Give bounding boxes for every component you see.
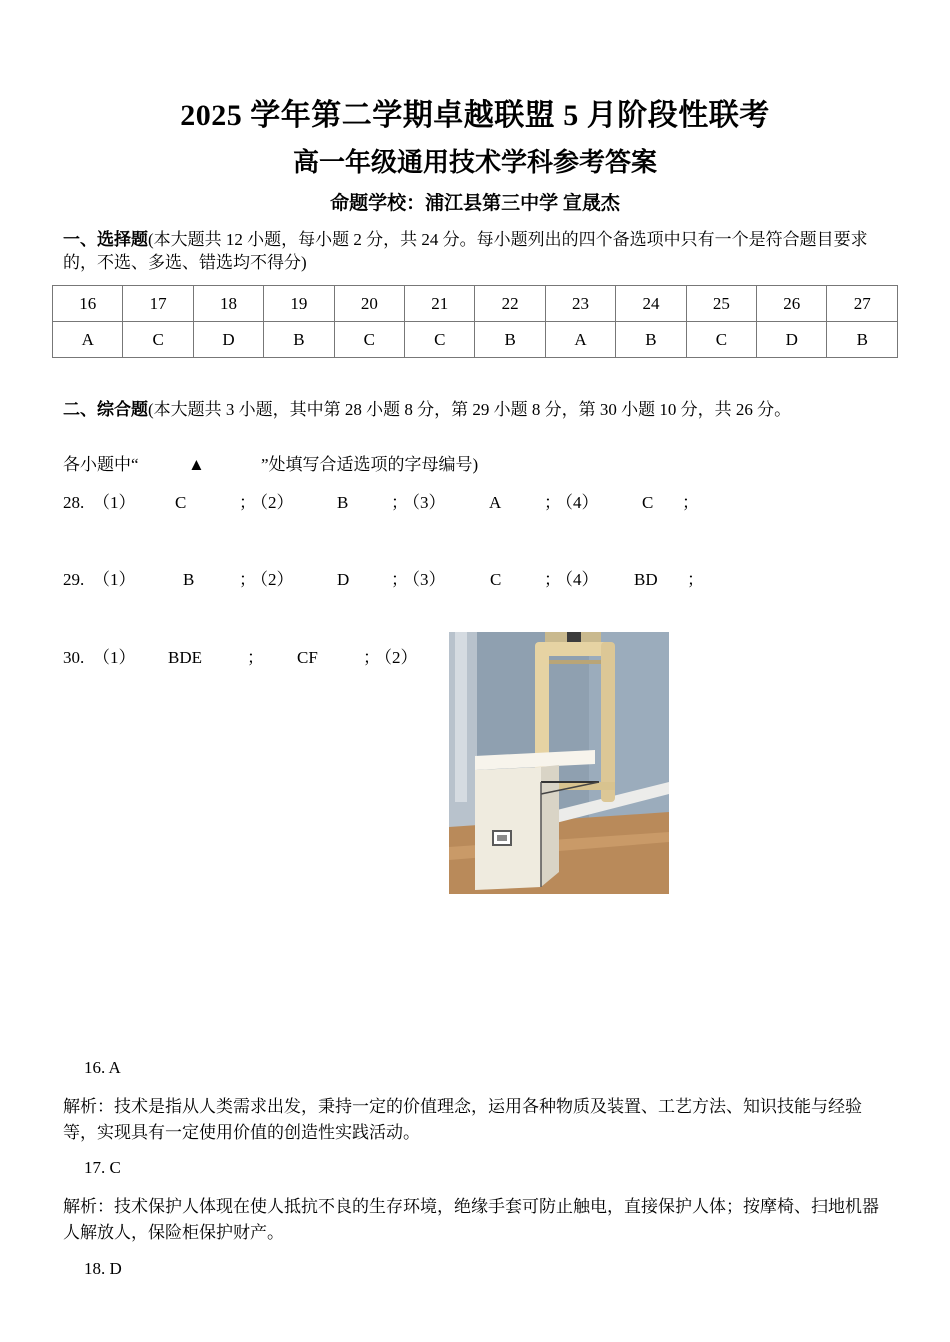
part-answer: CF [297, 648, 318, 667]
question-number: 25 [686, 286, 756, 322]
question-number: 17 [123, 286, 193, 322]
part-answer: A [489, 493, 502, 512]
triangle-icon: ▲ [188, 455, 205, 474]
part-label: （2） [251, 493, 294, 512]
choice-answer-table [52, 285, 898, 358]
folding-wall-chair-photo [449, 632, 669, 894]
question-number: 29. [63, 570, 85, 589]
part-answer: D [337, 570, 350, 589]
explanation-number-18: 18. D [84, 1259, 122, 1278]
author-line: 命题学校：浦江县第三中学 宣晟杰 [330, 193, 620, 214]
part-label: （3） [403, 570, 446, 589]
question-number: 19 [264, 286, 334, 322]
section1-description: (本大题共 12 小题，每小题 2 分，共 24 分。每小题列出的四个备选项中只有一个是符合题目要求的，不选、多选、错选均不得分) [63, 230, 868, 272]
page-subtitle: 高一年级通用技术学科参考答案 [292, 148, 657, 177]
answer-line-30 [63, 646, 433, 670]
separator: ； [391, 493, 408, 512]
separator: ； [544, 570, 561, 589]
part-label: （3） [403, 493, 446, 512]
explanation-number-17: 17. C [84, 1158, 121, 1177]
part-answer: BDE [168, 648, 202, 667]
section2-heading: 二、综合题 [63, 400, 148, 419]
answer-cell: B [827, 322, 898, 358]
question-number: 21 [405, 286, 475, 322]
fill-note-suffix: ”处填写合适选项的字母编号) [261, 455, 479, 474]
answer-line-28 [63, 491, 763, 515]
section1-intro [63, 228, 888, 274]
answer-line-29 [63, 568, 763, 592]
question-number: 24 [616, 286, 686, 322]
folding-chair-illustration [449, 632, 669, 894]
answer-cell: D [193, 322, 263, 358]
explanation-number-16: 16. A [84, 1058, 121, 1077]
question-number: 18 [193, 286, 263, 322]
fill-note [63, 453, 663, 477]
part-answer: C [175, 493, 187, 512]
answer-cell: C [334, 322, 404, 358]
separator: ； [239, 493, 256, 512]
part-label: （2） [251, 570, 294, 589]
part-answer: B [183, 570, 195, 589]
explanation-text-17: 解析：技术保护人体现在使人抵抗不良的生存环境，绝缘手套可防止触电，直接保护人体；按摩椅、扫地机器人解放人，保险柜保护财产。 [63, 1197, 879, 1242]
part-answer: BD [634, 570, 658, 589]
separator: ； [363, 648, 380, 667]
part-label: （2） [375, 648, 418, 667]
separator: ； [682, 493, 699, 512]
part-answer: B [337, 493, 349, 512]
part-label: （4） [556, 570, 599, 589]
section2-description: (本大题共 3 小题，其中第 28 小题 8 分，第 29 小题 8 分，第 30 小题 10 分，共 26 分。 [148, 400, 792, 419]
page-title: 2025 学年第二学期卓越联盟 5 月阶段性联考 [180, 99, 770, 132]
answer-cell: C [123, 322, 193, 358]
section1-heading: 一、选择题 [63, 230, 148, 249]
answer-cell: B [264, 322, 334, 358]
explanation-text-16: 解析：技术是指从人类需求出发，秉持一定的价值理念，运用各种物质及装置、工艺方法、知识技能与经验等，实现具有一定使用价值的创造性实践活动。 [63, 1097, 862, 1142]
answer-cell: A [545, 322, 615, 358]
answer-cell: B [475, 322, 545, 358]
answer-cell: C [686, 322, 756, 358]
answer-cell: C [405, 322, 475, 358]
question-number-row [53, 286, 898, 322]
part-label: （1） [93, 493, 136, 512]
question-number: 27 [827, 286, 898, 322]
fill-note-prefix: 各小题中“ [63, 455, 139, 474]
separator: ； [687, 570, 704, 589]
part-answer: C [490, 570, 502, 589]
answer-row [53, 322, 898, 358]
part-label: （1） [93, 648, 136, 667]
question-number: 26 [757, 286, 827, 322]
question-number: 22 [475, 286, 545, 322]
part-label: （4） [556, 493, 599, 512]
part-answer: C [642, 493, 654, 512]
separator: ； [247, 648, 264, 667]
question-number: 28. [63, 493, 85, 512]
question-number: 20 [334, 286, 404, 322]
question-number: 30. [63, 648, 85, 667]
question-number: 23 [545, 286, 615, 322]
section2-intro [63, 398, 888, 421]
answer-cell: A [53, 322, 123, 358]
answer-cell: D [757, 322, 827, 358]
part-label: （1） [93, 570, 136, 589]
answer-cell: B [616, 322, 686, 358]
separator: ； [544, 493, 561, 512]
question-number: 16 [53, 286, 123, 322]
separator: ； [391, 570, 408, 589]
separator: ； [239, 570, 256, 589]
